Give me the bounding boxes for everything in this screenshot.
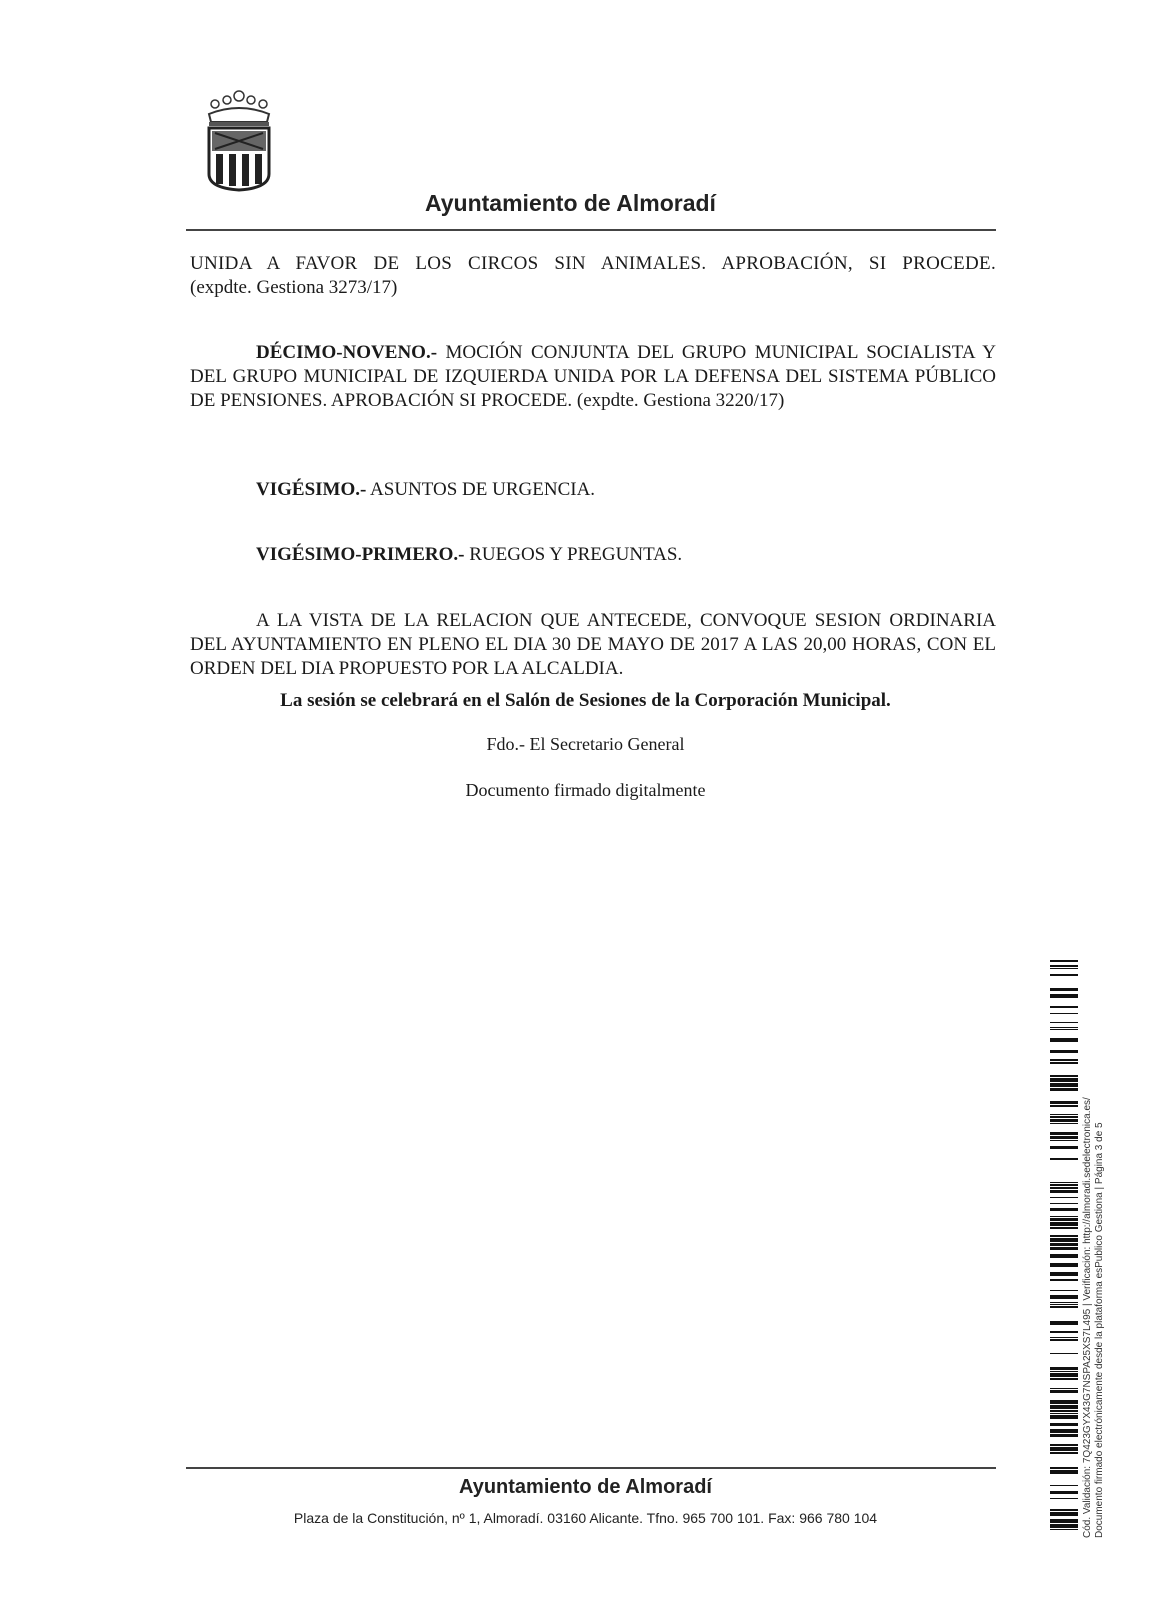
footer-title: Ayuntamiento de Almoradí (459, 1476, 712, 1498)
agenda-item-vigesimo-primero (256, 543, 956, 567)
agenda-item-continuation-line2: (expdte. Gestiona 3273/17) (190, 277, 398, 298)
barcode-stripe (1050, 1339, 1078, 1341)
barcode-stripe (1050, 988, 1078, 991)
barcode-stripe (1050, 1218, 1078, 1221)
barcode-stripe (1050, 1101, 1078, 1104)
barcode-stripe (1050, 1371, 1078, 1372)
barcode-stripe (1050, 1423, 1078, 1426)
session-location-note: La sesión se celebrará en el Salón de Sesiones de la Corporación Municipal. (280, 690, 891, 711)
agenda-item-vigesimo (256, 478, 956, 502)
barcode-stripe (1050, 968, 1078, 969)
barcode-stripe (1050, 1059, 1078, 1061)
barcode-stripe (1050, 1050, 1078, 1053)
barcode-stripe (1050, 1337, 1078, 1338)
barcode-stripe (1050, 994, 1078, 998)
digital-signature-note: Documento firmado digitalmente (465, 780, 706, 800)
barcode-stripe (1050, 1158, 1078, 1160)
barcode-stripe (1050, 1190, 1078, 1193)
barcode-stripe (1050, 1123, 1078, 1124)
agenda-item-text: RUEGOS Y PREGUNTAS. (464, 544, 683, 565)
convocation-text: A LA VISTA DE LA RELACION QUE ANTECEDE, CONVOQUE SESION ORDINARIA DEL AYUNTAMIENTO EN PLENO EL DIA 30 DE MAYO DE 2017 A LAS 20,00 HORAS, CON EL ORDEN DEL DIA PROPUESTO POR LA ALCALDIA. (190, 610, 996, 679)
barcode-stripe (1050, 1512, 1078, 1516)
barcode-stripe (1050, 1373, 1078, 1377)
barcode-stripe (1050, 1254, 1078, 1258)
barcode-stripe (1050, 1304, 1078, 1305)
barcode-stripe (1050, 1400, 1078, 1404)
barcode-stripe (1050, 1410, 1078, 1412)
barcode-stripe (1050, 1524, 1078, 1528)
barcode-stripe (1050, 1197, 1078, 1198)
agenda-item-text: ASUNTOS DE URGENCIA. (366, 479, 596, 500)
convocation-paragraph (190, 609, 996, 681)
barcode-stripe (1050, 1434, 1078, 1437)
page-header-title: Ayuntamiento de Almoradí (425, 190, 716, 216)
barcode-stripe (1050, 1529, 1078, 1530)
barcode-stripe (1050, 1367, 1078, 1370)
barcode-stripe (1050, 1222, 1078, 1226)
barcode-stripe (1050, 1247, 1078, 1250)
agenda-item-decimonoveno (190, 341, 996, 413)
barcode-stripe (1050, 1295, 1078, 1299)
barcode-stripe (1050, 960, 1078, 962)
barcode-stripe (1050, 1331, 1078, 1333)
signature-line: Fdo.- El Secretario General (486, 734, 685, 754)
barcode-stripe (1050, 1136, 1078, 1139)
barcode-stripe (1050, 1029, 1078, 1030)
barcode-stripe (1050, 965, 1078, 967)
barcode-stripe (1050, 1038, 1078, 1042)
barcode-stripe (1050, 1447, 1078, 1451)
barcode-stripe (1050, 1470, 1078, 1474)
agenda-item-label: DÉCIMO-NOVENO.- (256, 342, 438, 363)
barcode-stripe (1050, 1238, 1078, 1242)
barcode-stripe (1050, 1519, 1078, 1523)
barcode-stripe (1050, 1140, 1078, 1141)
barcode-stripe (1050, 1184, 1078, 1186)
agenda-item-text: MOCIÓN CONJUNTA DEL GRUPO MUNICIPAL SOCIALISTA Y DEL GRUPO MUNICIPAL DE IZQUIERDA UNIDA POR LA DEFENSA DEL SISTEMA PÚBLICO DE PENSIONES. APROBACIÓN SI PROCEDE. (expdte. Gestiona 3220/17) (190, 342, 996, 411)
barcode-stripe (1050, 1279, 1078, 1281)
barcode-stripe (1050, 1216, 1078, 1217)
coat-of-arms-icon (203, 88, 275, 192)
barcode-stripe (1050, 1306, 1078, 1308)
barcode-stripe (1050, 1078, 1078, 1082)
barcode-stripe (1050, 1467, 1078, 1469)
barcode-stripe (1050, 1146, 1078, 1149)
header-divider (186, 229, 996, 231)
barcode-stripe (1050, 1452, 1078, 1454)
validation-code-line: Cód. Validación: 7Q423GYX43G7NSPA25XS7L495 | Verificación: http://almoradi.sedelectronica.es/ (1082, 1097, 1093, 1538)
barcode-stripe (1050, 1491, 1078, 1494)
barcode-stripe (1050, 1353, 1078, 1354)
barcode-stripe (1050, 1413, 1078, 1414)
barcode-stripe (1050, 1429, 1078, 1433)
barcode-stripe (1050, 1182, 1078, 1183)
barcode-stripe (1050, 1105, 1078, 1107)
agenda-item-continuation-line1: UNIDA A FAVOR DE LOS CIRCOS SIN ANIMALES. APROBACIÓN, SI PROCEDE. (190, 253, 996, 274)
barcode-stripe (1050, 1235, 1078, 1237)
barcode-stripe (1050, 1088, 1078, 1091)
footer-address: Plaza de la Constitución, nº 1, Almoradí. 03160 Alicante. Tfno. 965 700 101. Fax: 966 780 104 (293, 1510, 878, 1526)
barcode-stripe (1050, 1388, 1078, 1389)
agenda-item-label: VIGÉSIMO.- (256, 479, 367, 500)
agenda-item-continuation (190, 252, 996, 300)
barcode-stripe (1050, 1062, 1078, 1064)
barcode-stripe (1050, 1498, 1078, 1499)
barcode-stripe (1050, 1321, 1078, 1325)
barcode-stripe (1050, 1027, 1078, 1028)
barcode-stripe (1050, 1187, 1078, 1189)
barcode-stripe (1050, 1227, 1078, 1229)
barcode-stripe (1050, 1022, 1078, 1023)
barcode-stripe (1050, 1302, 1078, 1303)
barcode-stripe (1050, 1444, 1078, 1446)
barcode-stripe (1050, 1243, 1078, 1246)
barcode-stripe (1050, 1083, 1078, 1087)
barcode-stripe (1050, 1378, 1078, 1380)
barcode-stripe (1050, 1405, 1078, 1409)
barcode-stripe (1050, 1208, 1078, 1211)
barcode-stripe (1050, 1390, 1078, 1393)
barcode-stripe (1050, 1415, 1078, 1419)
agenda-item-label: VIGÉSIMO-PRIMERO.- (256, 544, 465, 565)
barcode-stripe (1050, 1132, 1078, 1135)
barcode-stripe (1050, 1272, 1078, 1276)
barcode-stripe (1050, 1116, 1078, 1118)
barcode-stripe (1050, 974, 1078, 976)
barcode-stripe (1050, 1119, 1078, 1122)
barcode-stripe (1050, 1290, 1078, 1291)
platform-line: Documento firmado electrónicamente desde la plataforma esPublico Gestiona | Página 3 de 5 (1094, 1122, 1105, 1538)
barcode-stripe (1050, 1006, 1078, 1008)
barcode-stripe (1050, 1075, 1078, 1077)
barcode-stripe (1050, 1263, 1078, 1267)
footer-divider (186, 1467, 996, 1469)
side-validation-stamp (1082, 1018, 1106, 1538)
barcode-stripe (1050, 1509, 1078, 1511)
barcode-stripe (1050, 1485, 1078, 1486)
barcode-stripe (1050, 1114, 1078, 1115)
barcode-stripe (1050, 1203, 1078, 1204)
barcode-stripe (1050, 1013, 1078, 1014)
